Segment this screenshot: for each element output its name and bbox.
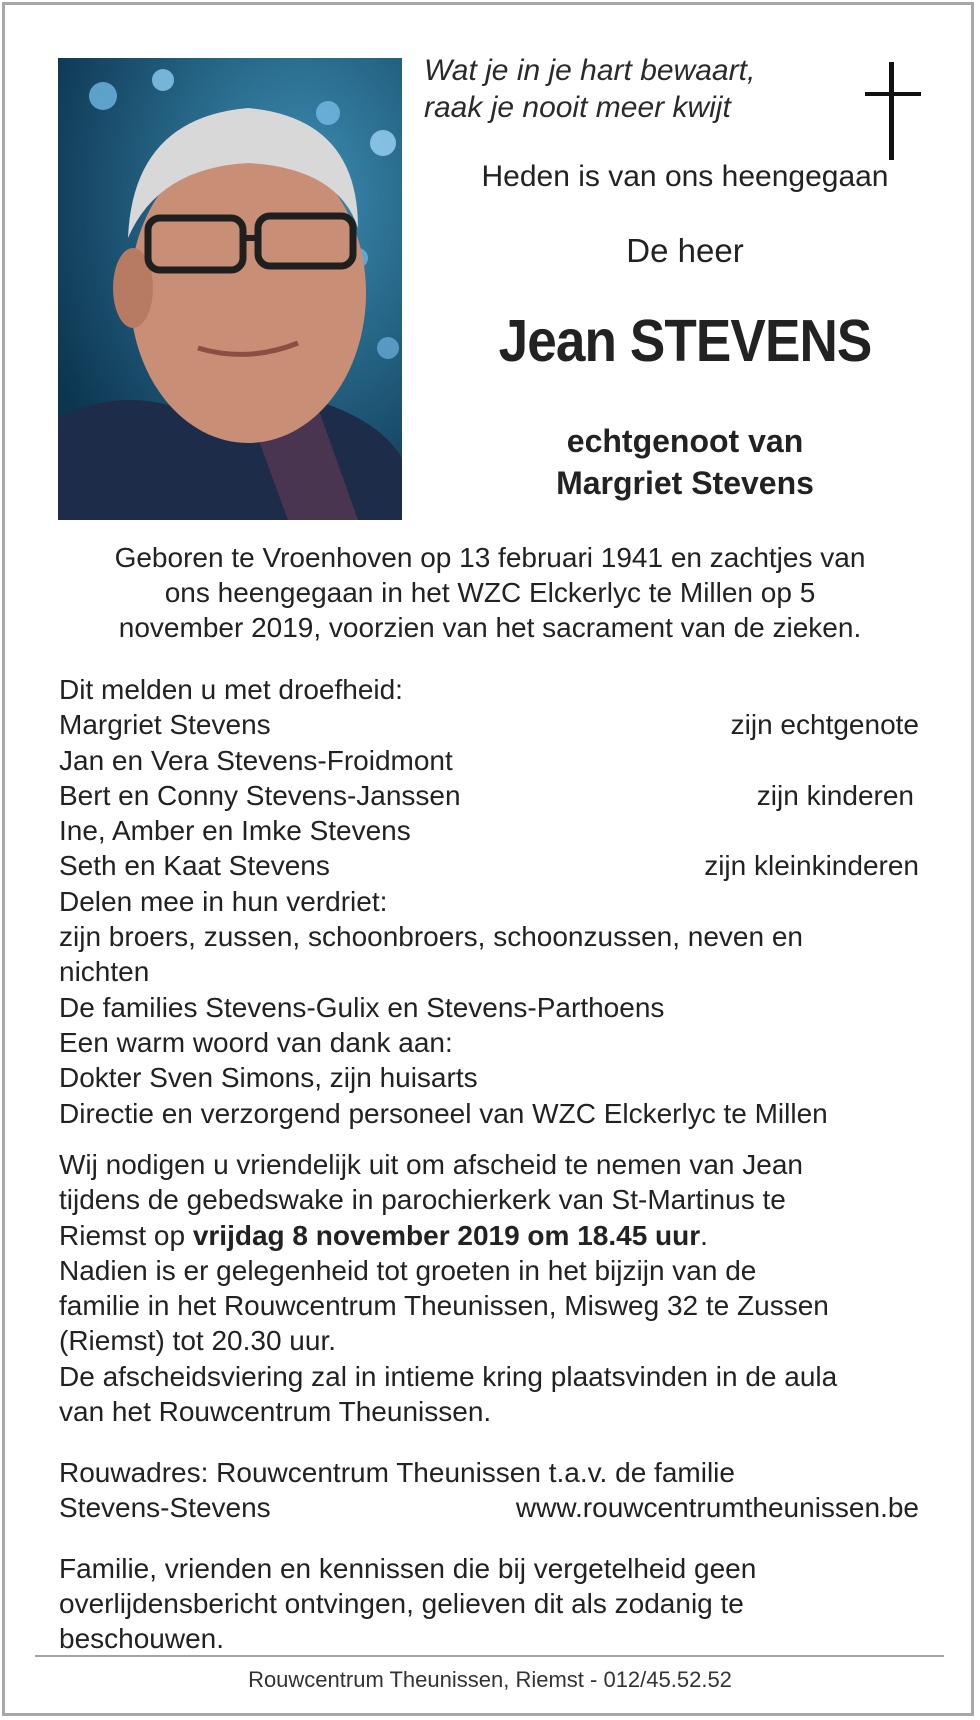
spouse-name: Margriet Stevens — [556, 465, 814, 501]
address-line: Rouwadres: Rouwcentrum Theunissen t.a.v. de familie — [59, 1457, 735, 1488]
invitation-line: Wij nodigen u vriendelijk uit om afscheid te nemen van Jean — [59, 1149, 803, 1180]
list-item: Seth en Kaat Stevens zijn kleinkinderen — [59, 850, 919, 882]
family-list — [59, 672, 919, 1131]
list-item: Dit melden u met droefheid: — [59, 674, 403, 705]
footer-divider — [35, 1655, 944, 1657]
cross-icon — [865, 62, 921, 160]
quote-line: Wat je in je hart bewaart, — [424, 54, 756, 87]
list-item: zijn broers, zussen, schoonbroers, schoonzussen, neven en — [59, 921, 803, 953]
invitation-line: De afscheidsviering zal in intieme kring plaatsvinden in de aula — [59, 1360, 838, 1392]
mourning-address — [59, 1455, 919, 1525]
invitation-line: Nadien is er gelegenheid tot groeten in het bijzijn van de — [59, 1254, 757, 1286]
invitation-line: Riemst op vrijdag 8 november 2019 om 18.45 uur. — [59, 1219, 708, 1251]
quote-line: raak je nooit meer kwijt — [424, 91, 731, 124]
footer-text: Rouwcentrum Theunissen, Riemst - 012/45.52.52 — [248, 1667, 732, 1692]
list-item: Ine, Amber en Imke Stevens — [59, 815, 411, 847]
birth-line: Geboren te Vroenhoven op 13 februari 1941 en zachtjes van — [114, 542, 866, 573]
birth-line: november 2019, voorzien van het sacrament van de zieken. — [118, 612, 862, 643]
website-link[interactable]: www.rouwcentrumtheunissen.be — [515, 1492, 919, 1523]
spouse-line: echtgenoot van — [566, 423, 804, 459]
deceased-name: Jean STEVENS — [498, 308, 872, 374]
invitation-text — [59, 1147, 929, 1429]
list-item: Jan en Vera Stevens-Froidmont — [59, 744, 453, 776]
list-item: De families Stevens-Gulix en Stevens-Parthoens — [59, 991, 665, 1023]
memorial-quote — [424, 52, 804, 126]
notice-line: Familie, vrienden en kennissen die bij vergetelheid geen — [59, 1553, 757, 1584]
notice-line: beschouwen. — [59, 1623, 225, 1654]
notice-text — [59, 1551, 919, 1656]
address-line: Stevens-Stevens www.rouwcentrumtheunissen.be — [59, 1492, 919, 1523]
list-item: Margriet Stevens zijn echtgenote — [59, 709, 919, 741]
list-item: Directie en verzorgend personeel van WZC Elckerlyc te Millen — [59, 1097, 828, 1129]
announcement-text: Heden is van ons heengegaan — [481, 160, 889, 193]
invitation-line: familie in het Rouwcentrum Theunissen, Misweg 32 te Zussen — [59, 1290, 829, 1322]
invitation-line: tijdens de gebedswake in parochierkerk van St-Martinus te — [59, 1184, 786, 1216]
invitation-line: (Riemst) tot 20.30 uur. — [59, 1325, 337, 1357]
list-item: nichten — [59, 956, 150, 988]
invitation-line: van het Rouwcentrum Theunissen. — [59, 1396, 492, 1428]
birth-line: ons heengegaan in het WZC Elckerlyc te Millen op 5 — [164, 577, 816, 608]
list-item: Dokter Sven Simons, zijn huisarts — [59, 1062, 478, 1094]
list-item: Delen mee in hun verdriet: — [59, 885, 388, 917]
notice-line: overlijdensbericht ontvingen, gelieven dit als zodanig te — [59, 1588, 744, 1619]
honorific-text: De heer — [626, 232, 744, 269]
list-item: Bert en Conny Stevens-Janssen zijn kinderen — [59, 779, 914, 811]
spouse-block — [430, 420, 940, 504]
birth-death-text — [60, 540, 920, 645]
wake-date: vrijdag 8 november 2019 om 18.45 uur — [192, 1219, 701, 1251]
portrait-photo — [58, 58, 402, 520]
list-item: Een warm woord van dank aan: — [59, 1026, 453, 1058]
